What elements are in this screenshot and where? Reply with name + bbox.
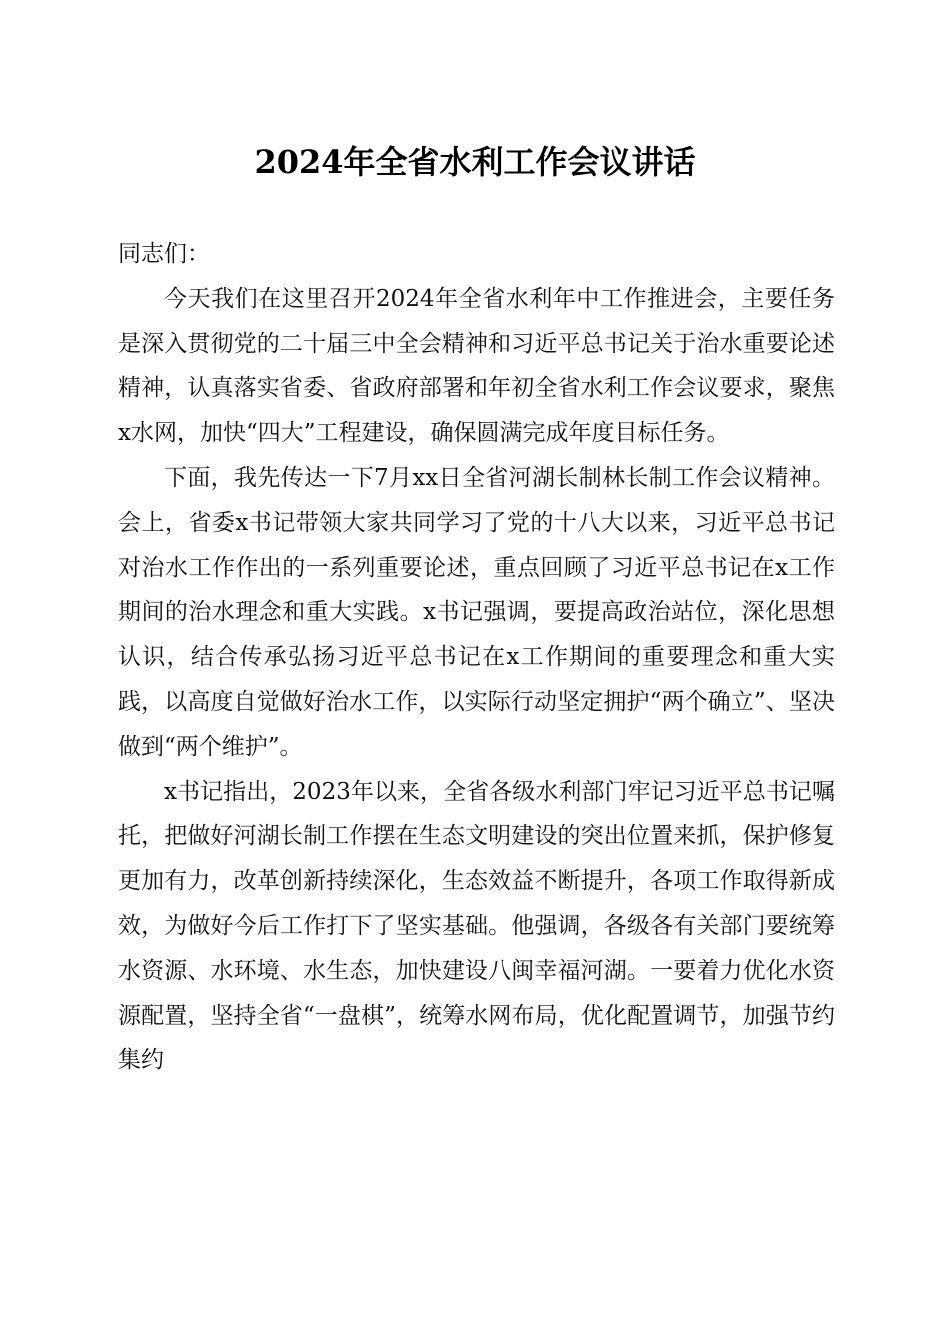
salutation: 同志们： xyxy=(118,241,210,267)
document-body xyxy=(118,232,835,1083)
paragraph-1: 今天我们在这里召开2024年全省水利年中工作推进会，主要任务是深入贯彻党的二十届三中全会精神和习近平总书记关于治水重要论述精神，认真落实省委、省政府部署和年初全省水利工作会议要求，聚焦x水网，加快“四大”工程建设，确保圆满完成年度目标任务。 xyxy=(118,285,835,447)
paragraph-3: x书记指出，2023年以来，全省各级水利部门牢记习近平总书记嘱托，把做好河湖长制工作摆在生态文明建设的突出位置来抓，保护修复更加有力，改革创新持续深化，生态效益不断提升，各项工作取得新成效，为做好今后工作打下了坚实基础。他强调，各级各有关部门要统筹水资源、水环境、水生态，加快建设八闽幸福河湖。一要着力优化水资源配置，坚持全省“一盘棋”，统筹水网布局，优化配置调节，加强节约集约 xyxy=(118,778,835,1074)
document-title: 2024年全省水利工作会议讲话 xyxy=(254,143,696,181)
paragraph-2: 下面，我先传达一下7月xx日全省河湖长制林长制工作会议精神。会上，省委x书记带领大家共同学习了党的十八大以来，习近平总书记对治水工作作出的一系列重要论述，重点回顾了习近平总书记在x工作期间的治水理念和重大实践。x书记强调，要提高政治站位，深化思想认识，结合传承弘扬习近平总书记在x工作期间的重要理念和重大实践，以高度自觉做好治水工作，以实际行动坚定拥护“两个确立”、坚决做到“两个维护”。 xyxy=(118,464,835,760)
